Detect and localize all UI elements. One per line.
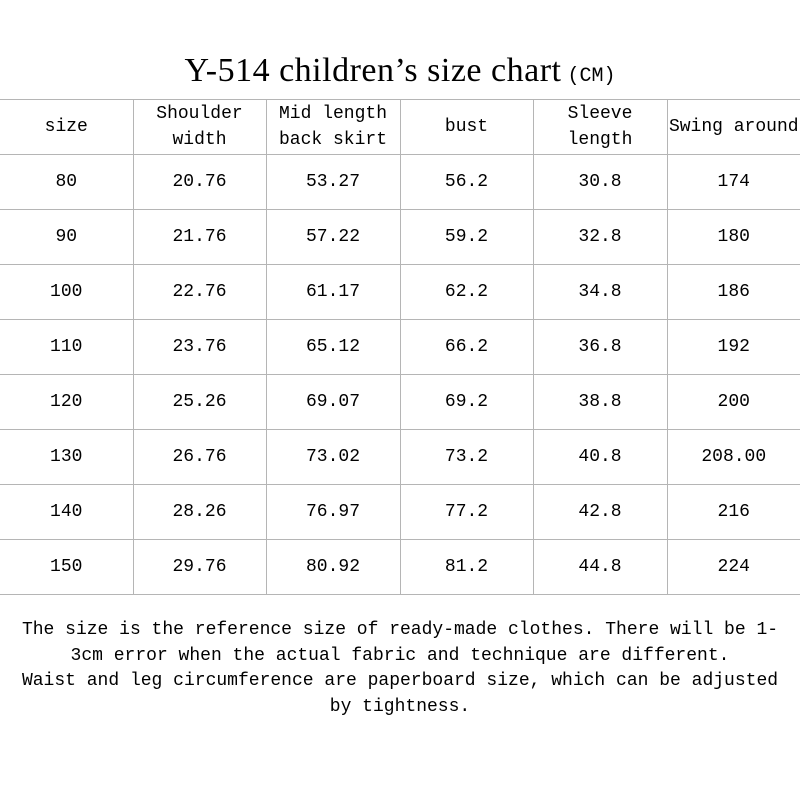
cell-bust: 81.2 — [400, 540, 533, 595]
cell-bust: 66.2 — [400, 320, 533, 375]
table-row — [0, 540, 800, 595]
cell-sleeve-length: 30.8 — [533, 155, 667, 210]
cell-bust: 56.2 — [400, 155, 533, 210]
cell-swing-around: 224 — [667, 540, 800, 595]
size-table — [0, 99, 800, 595]
table-row — [0, 485, 800, 540]
cell-back-skirt-length: 57.22 — [266, 210, 400, 265]
table-row — [0, 375, 800, 430]
chart-title: Y-514 children’s size chart — [184, 52, 562, 89]
cell-size: 110 — [0, 320, 133, 375]
header-shoulder-width: Shoulder width — [133, 100, 266, 155]
unit-label: (CM) — [567, 65, 616, 88]
cell-bust: 59.2 — [400, 210, 533, 265]
header-back-skirt-length: Mid length back skirt — [266, 100, 400, 155]
cell-size: 150 — [0, 540, 133, 595]
cell-size: 130 — [0, 430, 133, 485]
cell-swing-around: 180 — [667, 210, 800, 265]
cell-back-skirt-length: 73.02 — [266, 430, 400, 485]
cell-back-skirt-length: 76.97 — [266, 485, 400, 540]
cell-swing-around: 200 — [667, 375, 800, 430]
header-bust: bust — [400, 100, 533, 155]
note-paperboard-size: Waist and leg circumference are paperboard size, which can be adjusted by tightness. — [21, 671, 779, 717]
cell-size: 90 — [0, 210, 133, 265]
cell-bust: 69.2 — [400, 375, 533, 430]
cell-shoulder-width: 21.76 — [133, 210, 266, 265]
table-row — [0, 210, 800, 265]
cell-size: 140 — [0, 485, 133, 540]
note-reference-size: The size is the reference size of ready-made clothes. There will be 1-3cm error when the actual fabric and technique are different. — [21, 620, 779, 666]
table-row — [0, 320, 800, 375]
header-size: size — [0, 100, 133, 155]
cell-shoulder-width: 22.76 — [133, 265, 266, 320]
cell-back-skirt-length: 80.92 — [266, 540, 400, 595]
cell-shoulder-width: 23.76 — [133, 320, 266, 375]
cell-sleeve-length: 34.8 — [533, 265, 667, 320]
cell-bust: 77.2 — [400, 485, 533, 540]
cell-sleeve-length: 36.8 — [533, 320, 667, 375]
cell-swing-around: 216 — [667, 485, 800, 540]
cell-back-skirt-length: 61.17 — [266, 265, 400, 320]
cell-shoulder-width: 29.76 — [133, 540, 266, 595]
cell-shoulder-width: 25.26 — [133, 375, 266, 430]
cell-back-skirt-length: 69.07 — [266, 375, 400, 430]
cell-bust: 62.2 — [400, 265, 533, 320]
cell-shoulder-width: 20.76 — [133, 155, 266, 210]
cell-sleeve-length: 38.8 — [533, 375, 667, 430]
cell-back-skirt-length: 65.12 — [266, 320, 400, 375]
cell-swing-around: 186 — [667, 265, 800, 320]
cell-size: 100 — [0, 265, 133, 320]
cell-bust: 73.2 — [400, 430, 533, 485]
cell-swing-around: 192 — [667, 320, 800, 375]
cell-swing-around: 174 — [667, 155, 800, 210]
table-row — [0, 430, 800, 485]
table-row — [0, 155, 800, 210]
table-header-row — [0, 100, 800, 155]
header-sleeve-length: Sleeve length — [533, 100, 667, 155]
cell-shoulder-width: 26.76 — [133, 430, 266, 485]
size-notes — [0, 618, 800, 720]
cell-shoulder-width: 28.26 — [133, 485, 266, 540]
table-row — [0, 265, 800, 320]
cell-sleeve-length: 44.8 — [533, 540, 667, 595]
header-swing-around: Swing around — [667, 100, 800, 155]
cell-sleeve-length: 32.8 — [533, 210, 667, 265]
cell-swing-around: 208.00 — [667, 430, 800, 485]
cell-sleeve-length: 42.8 — [533, 485, 667, 540]
page-title — [0, 52, 800, 90]
cell-back-skirt-length: 53.27 — [266, 155, 400, 210]
cell-size: 80 — [0, 155, 133, 210]
cell-size: 120 — [0, 375, 133, 430]
cell-sleeve-length: 40.8 — [533, 430, 667, 485]
